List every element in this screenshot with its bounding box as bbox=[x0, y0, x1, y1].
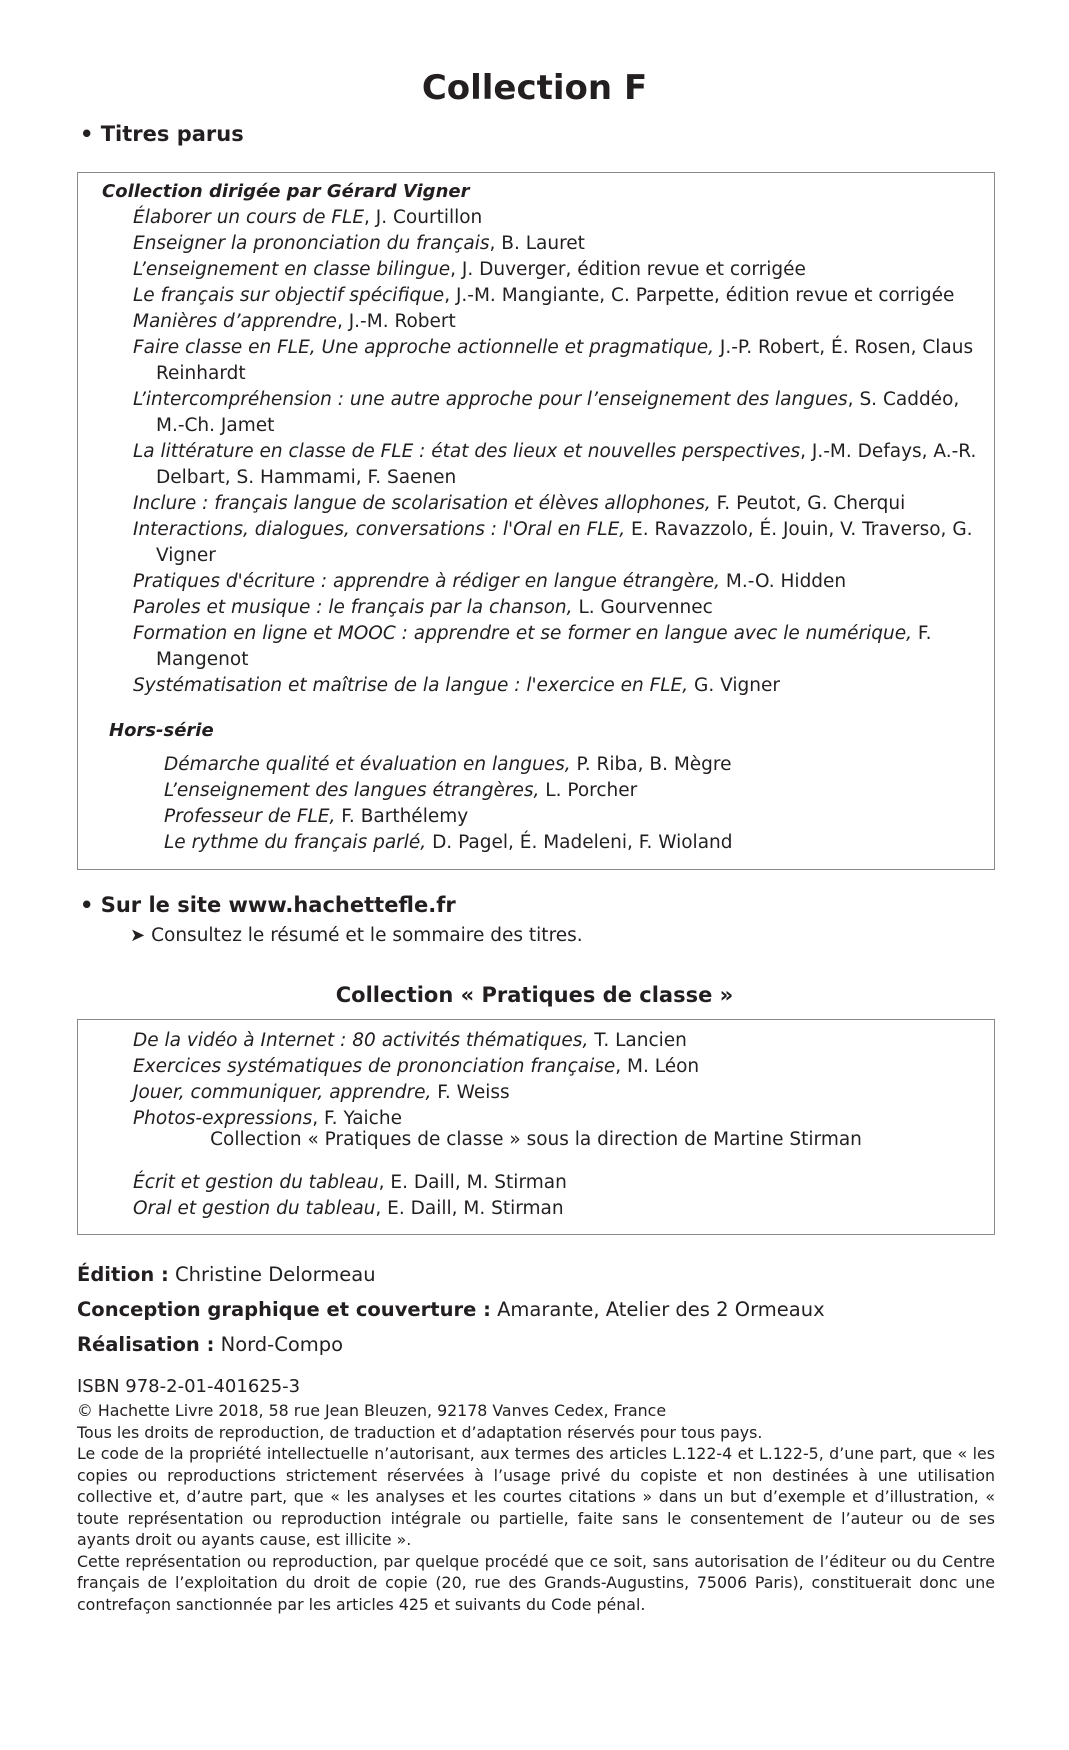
arrow-right-icon: ➤ bbox=[130, 925, 146, 946]
book-separator: , bbox=[312, 1108, 325, 1129]
book-entry bbox=[133, 1196, 973, 1222]
book-authors: J.-M. Defays, A.-R. Delbart, S. Hammami, F. Saenen bbox=[156, 441, 977, 488]
book-entry bbox=[133, 569, 993, 595]
book-entry bbox=[133, 673, 993, 699]
pratiques-heading: Collection « Pratiques de classe » bbox=[335, 983, 734, 1007]
credit-edition-value: Christine Delormeau bbox=[175, 1263, 376, 1286]
legal-paragraph-1: Le code de la propriété intellectuelle n’autorisant, aux termes des articles L.122-4 et L.122-5, d’une part, que « les copies ou reproductions strictement réservées à l’usage privé du copiste et non destinées à une utilisation collective et, d’autre part, que « les analyses et les courtes citations » dans un but d’exemple et d’illustration, « toute représentation ou reproduction intégrale ou partielle, faite sans le consentement de l’auteur ou de ses ayants droit ou ayants cause, est illicite ». bbox=[77, 1444, 995, 1549]
book-authors: P. Riba, B. Mègre bbox=[576, 754, 732, 775]
titles-list bbox=[133, 205, 993, 699]
book-entry bbox=[133, 1080, 973, 1106]
book-title: Manières d’apprendre bbox=[133, 311, 337, 332]
book-separator: , bbox=[336, 311, 349, 332]
book-title: L’enseignement en classe bilingue bbox=[133, 259, 451, 280]
credit-edition bbox=[77, 1263, 376, 1286]
book-entry bbox=[133, 283, 993, 309]
pratiques-list bbox=[133, 1028, 973, 1132]
book-separator: , bbox=[450, 259, 462, 280]
hors-serie-list bbox=[164, 752, 984, 856]
book-authors: F. Weiss bbox=[437, 1082, 510, 1103]
book-authors: J. Courtillon bbox=[375, 207, 483, 228]
book-authors: J.-M. Mangiante, C. Parpette, édition revue et corrigée bbox=[455, 285, 955, 306]
site-heading: • Sur le site www.hachettefle.fr bbox=[80, 893, 456, 917]
book-title: L’enseignement des langues étrangères, bbox=[164, 780, 540, 801]
pratiques-list-2 bbox=[133, 1170, 973, 1222]
book-title: Professeur de FLE, bbox=[164, 806, 336, 827]
site-line-text: Consultez le résumé et le sommaire des titres. bbox=[151, 925, 583, 946]
book-entry bbox=[164, 804, 984, 830]
book-separator: , bbox=[378, 1172, 391, 1193]
book-entry bbox=[133, 205, 993, 231]
book-authors: E. Daill, M. Stirman bbox=[387, 1198, 564, 1219]
book-entry bbox=[133, 309, 993, 335]
hors-serie-heading: Hors-série bbox=[109, 720, 214, 741]
book-authors: F. Mangenot bbox=[156, 623, 932, 670]
book-authors: J.-P. Robert, É. Rosen, Claus Reinhardt bbox=[156, 337, 974, 384]
credit-conception-label: Conception graphique et couverture : bbox=[77, 1298, 491, 1321]
book-authors: M.-O. Hidden bbox=[725, 571, 847, 592]
book-authors: F. Barthélemy bbox=[341, 806, 469, 827]
book-title: Démarche qualité et évaluation en langues, bbox=[164, 754, 571, 775]
book-title: De la vidéo à Internet : 80 activités thématiques, bbox=[133, 1030, 589, 1051]
credit-edition-label: Édition : bbox=[77, 1263, 169, 1286]
book-separator: , bbox=[800, 441, 812, 462]
book-authors: J. Duverger, édition revue et corrigée bbox=[461, 259, 806, 280]
book-title: Le français sur objectif spécifique bbox=[133, 285, 445, 306]
book-title: Écrit et gestion du tableau bbox=[133, 1172, 379, 1193]
book-entry bbox=[133, 257, 993, 283]
book-separator: , bbox=[489, 233, 502, 254]
book-separator: , bbox=[375, 1198, 388, 1219]
credit-conception-value: Amarante, Atelier des 2 Ormeaux bbox=[497, 1298, 825, 1321]
book-entry bbox=[133, 439, 993, 491]
book-title: Paroles et musique : le français par la chanson, bbox=[133, 597, 573, 618]
book-entry bbox=[133, 517, 993, 569]
book-authors: E. Ravazzolo, É. Jouin, V. Traverso, G. Vigner bbox=[156, 519, 973, 566]
isbn: ISBN 978-2-01-401625-3 bbox=[77, 1376, 301, 1397]
book-separator: , bbox=[847, 389, 860, 410]
book-authors: S. Caddéo, M.-Ch. Jamet bbox=[156, 389, 960, 436]
book-authors: L. Gourvennec bbox=[578, 597, 713, 618]
book-title: L’intercompréhension : une autre approche pour l’enseignement des langues bbox=[133, 389, 848, 410]
legal-notice bbox=[77, 1400, 995, 1615]
book-title: Élaborer un cours de FLE bbox=[133, 207, 365, 228]
legal-paragraph-2: Cette représentation ou reproduction, par quelque procédé que ce soit, sans autorisation de l’éditeur ou du Centre français de l’exploitation du droit de copie (20, rue des Grands-Augustins, 75006 Paris), constituerait donc une contrefaçon sanctionnée par les articles 425 et suivants du Code pénal. bbox=[77, 1551, 995, 1614]
credit-realisation bbox=[77, 1333, 343, 1356]
page-title: Collection F bbox=[421, 68, 648, 108]
book-title: Enseigner la prononciation du français bbox=[133, 233, 490, 254]
book-entry bbox=[133, 1170, 973, 1196]
credit-conception bbox=[77, 1298, 825, 1321]
collection-director: Collection dirigée par Gérard Vigner bbox=[102, 181, 470, 202]
site-line bbox=[130, 925, 583, 946]
book-authors: J.-M. Robert bbox=[348, 311, 456, 332]
book-title: Pratiques d'écriture : apprendre à rédiger en langue étrangère, bbox=[133, 571, 721, 592]
book-entry bbox=[133, 491, 993, 517]
credit-realisation-label: Réalisation : bbox=[77, 1333, 215, 1356]
book-separator: , bbox=[444, 285, 456, 306]
book-entry bbox=[133, 1054, 973, 1080]
copyright-line: © Hachette Livre 2018, 58 rue Jean Bleuzen, 92178 Vanves Cedex, France bbox=[77, 1401, 667, 1420]
book-entry bbox=[133, 335, 993, 387]
book-title: Faire classe en FLE, Une approche actionnelle et pragmatique, bbox=[133, 337, 715, 358]
book-title: Inclure : français langue de scolarisation et élèves allophones, bbox=[133, 493, 711, 514]
book-title: Le rythme du français parlé, bbox=[164, 832, 427, 853]
book-authors: F. Yaiche bbox=[324, 1108, 402, 1129]
book-entry bbox=[133, 387, 993, 439]
book-authors: L. Porcher bbox=[545, 780, 638, 801]
book-entry bbox=[164, 752, 984, 778]
titres-parus-heading: • Titres parus bbox=[80, 122, 244, 146]
rights-line: Tous les droits de reproduction, de traduction et d’adaptation réservés pour tous pays. bbox=[77, 1422, 763, 1442]
book-entry bbox=[133, 231, 993, 257]
book-separator: , bbox=[364, 207, 376, 228]
book-entry bbox=[164, 778, 984, 804]
book-title: Formation en ligne et MOOC : apprendre et se former en langue avec le numérique, bbox=[133, 623, 913, 644]
book-authors: B. Lauret bbox=[501, 233, 585, 254]
book-title: Oral et gestion du tableau bbox=[133, 1198, 376, 1219]
book-title: Interactions, dialogues, conversations : l'Oral en FLE, bbox=[133, 519, 626, 540]
book-entry bbox=[133, 595, 993, 621]
book-authors: G. Vigner bbox=[694, 675, 780, 696]
book-title: La littérature en classe de FLE : état des lieux et nouvelles perspectives bbox=[133, 441, 801, 462]
book-authors: D. Pagel, É. Madeleni, F. Wioland bbox=[432, 832, 733, 853]
pratiques-box bbox=[77, 1019, 995, 1235]
book-title: Exercices systématiques de prononciation française bbox=[133, 1056, 616, 1077]
book-title: Systématisation et maîtrise de la langue : l'exercice en FLE, bbox=[133, 675, 689, 696]
book-entry bbox=[164, 830, 984, 856]
book-entry bbox=[133, 1028, 973, 1054]
book-authors: F. Peutot, G. Cherqui bbox=[716, 493, 906, 514]
pratiques-subheading: Collection « Pratiques de classe » sous la direction de Martine Stirman bbox=[210, 1129, 862, 1150]
credit-realisation-value: Nord-Compo bbox=[220, 1333, 344, 1356]
book-authors: T. Lancien bbox=[594, 1030, 687, 1051]
book-authors: E. Daill, M. Stirman bbox=[390, 1172, 567, 1193]
book-title: Jouer, communiquer, apprendre, bbox=[133, 1082, 432, 1103]
titres-parus-box bbox=[77, 172, 995, 870]
book-authors: M. Léon bbox=[627, 1056, 700, 1077]
book-title: Photos-expressions bbox=[133, 1108, 313, 1129]
book-separator: , bbox=[615, 1056, 628, 1077]
book-entry bbox=[133, 621, 993, 673]
